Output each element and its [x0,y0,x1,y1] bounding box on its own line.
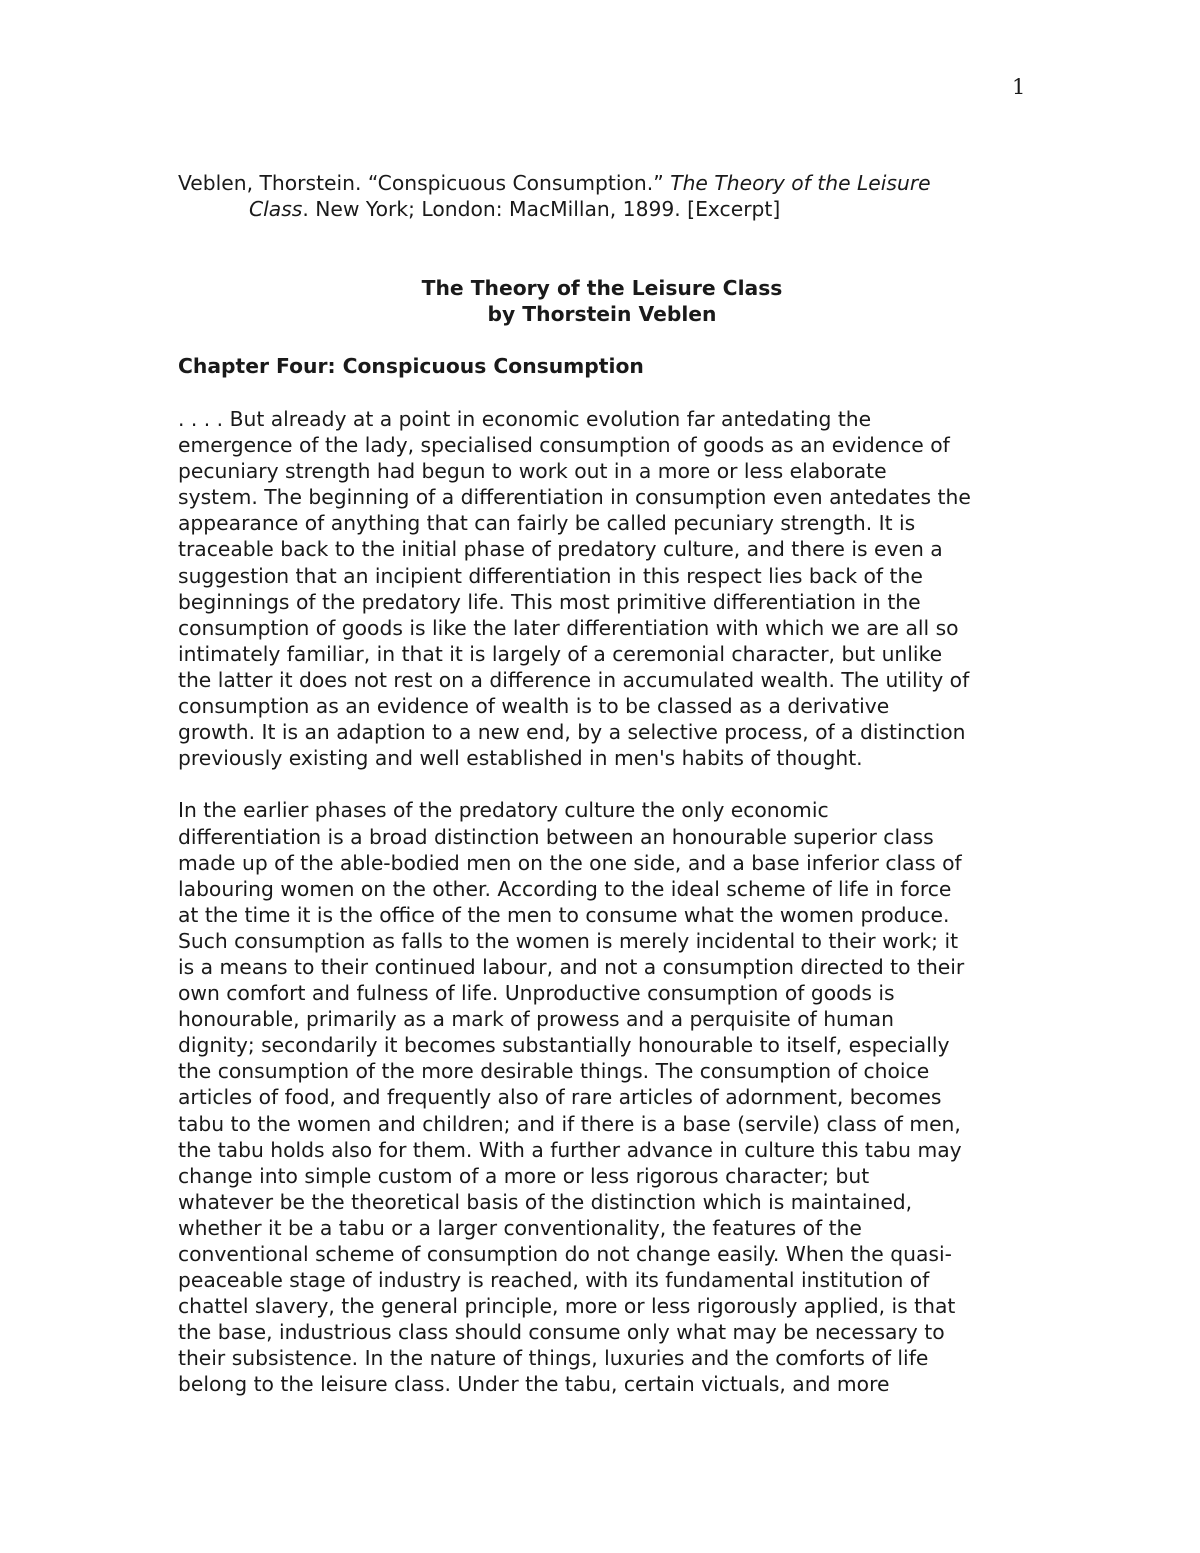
text-line: whatever be the theoretical basis of the distinction which is maintained, [178,1189,913,1214]
text-line: peaceable stage of industry is reached, with its fundamental institution of [178,1268,930,1293]
paragraph-gap [178,771,1038,797]
text-line: labouring women on the other. According to the ideal scheme of life in force [178,876,952,901]
text-line: the latter it does not rest on a difference in accumulated wealth. The utility of [178,667,970,692]
text-line: their subsistence. In the nature of things, luxuries and the comforts of life [178,1346,929,1371]
text-line: the consumption of the more desirable things. The consumption of choice [178,1059,930,1084]
text-line: at the time it is the office of the men to consume what the women produce. [178,902,950,927]
text-line: system. The beginning of a differentiation in consumption even antedates the [178,485,971,510]
citation-author: Veblen, Thorstein. [178,171,368,195]
bibliographic-citation [178,170,1058,222]
chapter-heading: Chapter Four: Conspicuous Consumption [178,354,644,378]
text-line: own comfort and fulness of life. Unproductive consumption of goods is [178,981,895,1006]
text-line: pecuniary strength had begun to work out in a more or less elaborate [178,459,887,484]
paragraph [178,797,1038,1397]
citation-line-2 [178,196,1058,222]
text-line: growth. It is an adaption to a new end, by a selective process, of a distinction [178,720,966,745]
text-line: In the earlier phases of the predatory culture the only economic [178,798,829,823]
text-line: honourable, primarily as a mark of prowess and a perquisite of human [178,1007,894,1032]
text-line: the base, industrious class should consume only what may be necessary to [178,1320,945,1345]
text-line: Such consumption as falls to the women is merely incidental to their work; it [178,928,959,953]
text-line: chattel slavery, the general principle, more or less rigorously applied, is that [178,1294,956,1319]
text-line: is a means to their continued labour, and not a consumption directed to their [178,954,965,979]
text-line: change into simple custom of a more or less rigorous character; but [178,1163,870,1188]
paragraph [178,406,1038,771]
citation-publication: . New York; London: MacMillan, 1899. [Excerpt] [302,197,781,221]
citation-essay-title: “Conspicuous Consumption.” [367,171,671,195]
text-line: . . . . But already at a point in economic evolution far antedating the [178,407,872,431]
text-line: beginnings of the predatory life. This most primitive differentiation in the [178,589,921,614]
text-line: articles of food, and frequently also of rare articles of adornment, becomes [178,1085,942,1110]
text-line: the tabu holds also for them. With a further advance in culture this tabu may [178,1137,962,1162]
text-line: dignity; secondarily it becomes substantially honourable to itself, especially [178,1033,950,1058]
text-line: traceable back to the initial phase of predatory culture, and there is even a [178,537,943,562]
page-number: 1 [1012,75,1026,99]
document-byline: by Thorstein Veblen [487,302,717,326]
text-line: belong to the leisure class. Under the tabu, certain victuals, and more [178,1372,890,1397]
text-line: intimately familiar, in that it is largely of a ceremonial character, but unlike [178,641,943,666]
text-line: previously existing and well established in men's habits of thought. [178,746,863,771]
text-line: tabu to the women and children; and if there is a base (servile) class of men, [178,1111,961,1136]
text-line: whether it be a tabu or a larger conventionality, the features of the [178,1215,862,1240]
citation-line-1 [178,170,1058,196]
text-line: differentiation is a broad distinction between an honourable superior class [178,824,934,849]
text-line: consumption as an evidence of wealth is to be classed as a derivative [178,694,890,719]
title-block [178,275,1026,327]
citation-book-title-cont: Class [249,197,303,221]
text-line: suggestion that an incipient differentiation in this respect lies back of the [178,563,923,588]
text-line: conventional scheme of consumption do not change easily. When the quasi- [178,1242,952,1266]
citation-book-title: The Theory of the Leisure [670,171,931,195]
body-text [178,406,1038,1398]
text-line: emergence of the lady, specialised consumption of goods as an evidence of [178,433,950,458]
text-line: made up of the able-bodied men on the one side, and a base inferior class of [178,850,962,875]
document-title: The Theory of the Leisure Class [421,276,783,300]
text-line: appearance of anything that can fairly be called pecuniary strength. It is [178,511,916,536]
text-line: consumption of goods is like the later differentiation with which we are all so [178,615,959,640]
